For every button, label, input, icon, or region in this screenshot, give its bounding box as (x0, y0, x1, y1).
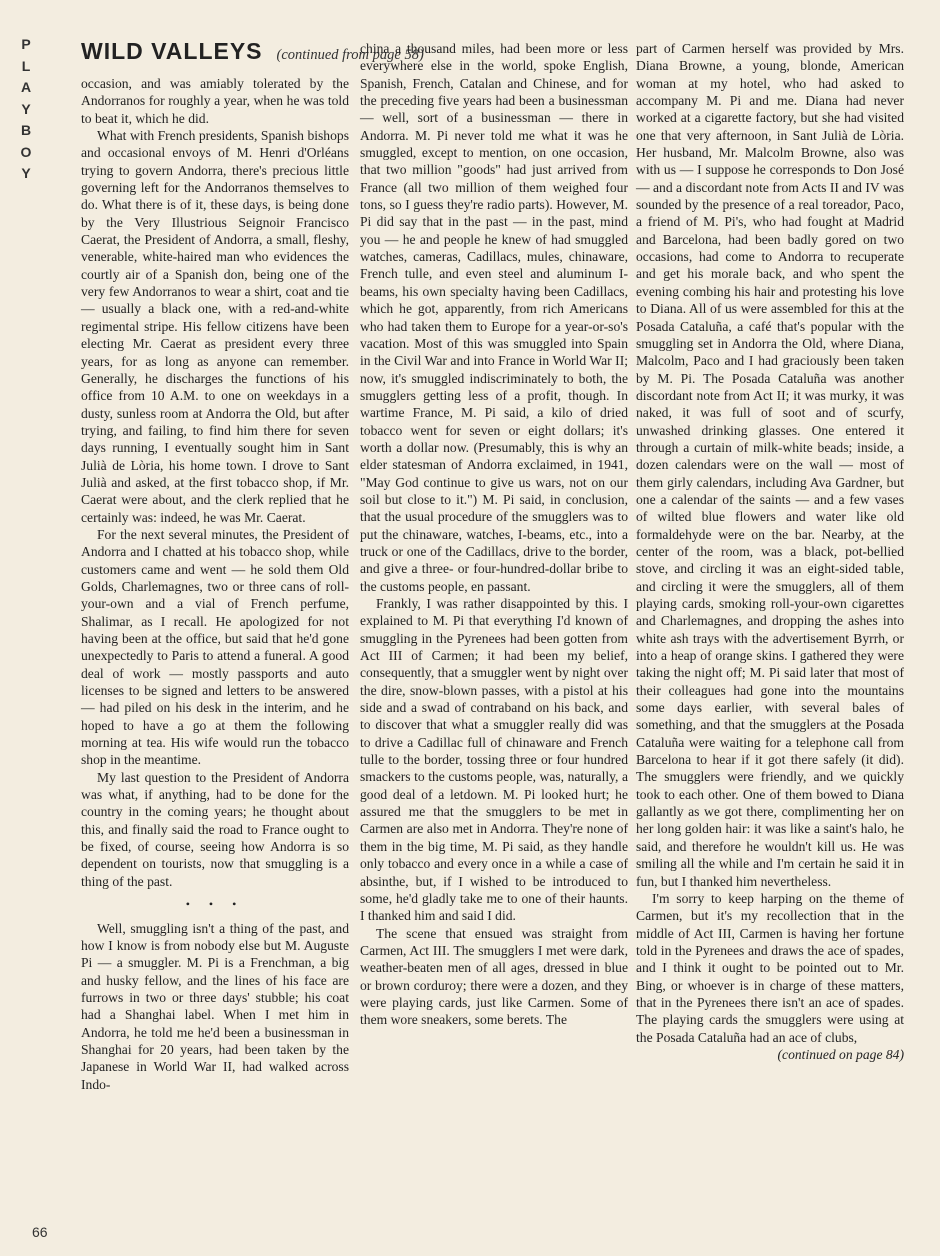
paragraph: I'm sorry to keep harping on the theme of Carmen, but it's my recollection that in the middle of Act III, Carmen is having her fortune told in the Pyrenees and draws the ace of spades, and I think it ought to be pointed out to Mr. Bing, or whoever is in charge of these matters, that in the Pyrenees there isn't an ace of spades. The playing cards the smugglers were using at the Posada Cataluña had an ace of clubs, (636, 890, 904, 1045)
continued-to-note: (continued on page 84) (777, 1046, 904, 1062)
text-column-3 (636, 40, 904, 1063)
brand-letter: B (20, 122, 32, 138)
brand-letter: O (20, 143, 32, 160)
paragraph: china a thousand miles, had been more or less everywhere else in the world, spoke English, Spanish, French, Catalan and Chinese, and for the preceding five years had been a businessman — well, sort of a businessman — there in Andorra. M. Pi never told me what it was he smuggled, except to mention, on one occasion, that two million "goods" had just arrived from France (all two million of them weighed four tons, so I guess they're radio parts). However, M. Pi did say that in the past — in the past, mind you — he and people he knew of had smuggled watches, cameras, Cadillacs, mules, chinaware, French tulle, and even steel and aluminum I-beams, his own specialty having been Cadillacs, which he got, apparently, from rich Americans who had taken them to Europe for a year-or-so's vacation. Most of this was smuggled into Spain in the Civil War and into France in World War II; now, it's smuggled indiscriminately to both, the smugglers getting less of a profit, though. In wartime France, M. Pi said, a kilo of dried tobacco went for seven or eight dollars; it's worth a dollar now. (Presumably, this is why an elder statesman of Andorra exclaimed, in 1941, "May God continue to give us wars, not on our soil but close to it.") M. Pi said, in conclusion, that the usual procedure of the smugglers was to put the chinaware, watches, I-beams, etc., into a truck or one of the Cadillacs, drive to the border, and give a three- or four-hundred-dollar bribe to the customs people, en passant. (360, 41, 628, 594)
paragraph: part of Carmen herself was provided by Mrs. Diana Browne, a young, blonde, American woman at my hotel, who had asked to accompany M. Pi and me. Diana had never worked at a cigarette factory, but she had visited one that very afternoon, in Sant Julià de Lòria. Her husband, Mr. Malcolm Browne, also was with us — I suppose he corresponds to Don José — and a discordant note from Acts II and IV was sounded by the presence of a real toreador, Paco, a friend of M. Pi's, who had fought at Madrid and Barcelona, had been badly gored on two occasions, had come to Andorra to recuperate and get his morale back, and who spent the evening combing his hair and protesting his love to Diana. All of us were assembled for this at the Posada Cataluña, a café that's popular with the smuggling set in Andorra the Old, where Diana, Malcolm, Paco and I had graciously been taken by M. Pi. The Posada Cataluña was another discordant note from Act II; it was murky, it was naked, it was full of soot and of scurfy, unwashed drinking glasses. One entered it through a curtain of milk-white beads; inside, a dozen calendars were on the wall — most of them girly calendars, including Ava Gardner, but one a calendar of the saints — and a few vases of wilted blue flowers and water like old formaldehyde were on the bar. Nearby, at the center of the room, was a black, pot-bellied stove, and circling it was an eight-sided table, and circling it were the smugglers, all of them playing cards, smoking roll-your-own cigarettes and Charlemagnes, and dropping the ashes into white ash trays with the advertisement Byrrh, or into a heap of orange skins. I gathered they were taking the night off; M. Pi said later that most of their colleagues had gone into the mountains some days earlier, with several bales of something, and that the smugglers at the Posada Cataluña were waiting for a telephone call from Barcelona to hear if it got there safely (it did). The smugglers were friendly, and we quickly took to each other. One of them bowed to Diana gallantly as we got there, complimenting her on her long golden hair: it was like a saint's halo, he said, and therefore he wouldn't kill us. He was smiling all the while and I'm certain he said it in fun, but I thanked him nevertheless. (636, 41, 904, 889)
brand-letter: Y (21, 100, 31, 117)
continued-from-note: (continued from page 58) (276, 47, 424, 63)
article-title: WILD VALLEYS (81, 38, 263, 64)
brand-letter: P (21, 36, 31, 52)
brand-letter: A (20, 79, 32, 95)
paragraph: Well, smuggling isn't a thing of the past, and how I know is from nobody else but M. Auguste Pi — a smuggler. M. Pi is a Frenchman, a big and husky fellow, and the lines of his face are furrows in two or three days' stubble; his coat had a Shanghai label. When I met him in Andorra, he told me he'd been a businessman in Shanghai for 20 years, had been taken by the Japanese in World War II, had walked across Indo- (81, 920, 349, 1092)
brand-logo-vertical (6, 34, 46, 185)
brand-letter: Y (21, 165, 31, 181)
page-number: 66 (32, 1224, 48, 1240)
paragraph: My last question to the President of Andorra was what, if anything, had to be done for the country in the coming years; he thought about this, and finally said the road to France ought to be fixed, of course, seeing how Andorra is so dependent on tourists, now that smuggling is a thing of the past. (81, 769, 349, 889)
text-column-1 (81, 75, 349, 1093)
paragraph: Frankly, I was rather disappointed by this. I explained to M. Pi that everything I'd known of smuggling in the Pyrenees had been gotten from Act III of Carmen; it had been my belief, consequently, that a smuggler went by night over the dire, snow-blown passes, with a pistol at his side and a swad of contraband on his back, and to discover that what a smuggler really did was to drive a Cadillac full of chinaware and French tulle to the border, tossing three or four hundred smackers to the customs people, was, naturally, a good deal of a letdown. M. Pi looked hurt; he assured me that the smugglers to be met in Carmen are also met in Andorra. They're none of them in the big time, M. Pi said, as they handle only tobacco and every once in a while a case of absinthe, but, if I wished to be introduced to some, he'd gladly take me to one of their haunts. I thanked him and said I did. (360, 596, 628, 924)
paragraph: What with French presidents, Spanish bishops and occasional envoys of M. Henri d'Orléans trying to govern Andorra, there's precious little governing left for the Andorranos themselves to do. What there is of it, these days, is being done by the Very Illustrious Seignoir Francisco Caerat, the President of Andorra, a small, fleshy, venerable, white-haired man who evidences the courtly air of a Spanish don, being one of the very few Andorranos to wear a shirt, coat and tie — usually a black one, with a red-and-white regimental stripe. His fellow citizens have been electing Mr. Caerat as president every three years, for as long as anyone can remember. Generally, he discharges the functions of his office from 10 A.M. to one on weekdays in a dusty, sunless room at Andorra the Old, but after trying, and failing, to find him there for seven days running, I eventually sought him in Sant Julià de Lòria, his home town. I drove to Sant Julià and asked, at the first tobacco shop, if Mr. Caerat were about, and the clerk replied that he certainly was: indeed, he was Mr. Caerat. (81, 128, 349, 525)
text-column-2 (360, 40, 628, 1029)
paragraph: The scene that ensued was straight from Carmen, Act III. The smugglers I met were dark, weather-beaten men of all ages, dressed in blue or brown corduroy; there were a dozen, and they were playing cards, just like Carmen. Some of them wore sneakers, some berets. The (360, 925, 628, 1028)
paragraph: For the next several minutes, the President of Andorra and I chatted at his tobacco shop, while customers came and went — he sold them Old Golds, Charlemagnes, two or three cans of roll-your-own and a vial of French perfume, Shalimar, as I recall. He apologized for not having been at the office, but said that he'd gone unexpectedly to Paris to attend a funeral. A good deal of work — mostly passports and auto licenses to be signed and letters to be answered — had piled on his desk in the interim, and he hoped to have a go at them the following morning at tea. His wife would run the tobacco shop in the meantime. (81, 526, 349, 768)
section-break: • • • (185, 897, 245, 912)
brand-letter: L (21, 57, 31, 74)
paragraph: occasion, and was amiably tolerated by the Andorranos for roughly a year, when he was told to beat it, which he did. (81, 76, 349, 126)
